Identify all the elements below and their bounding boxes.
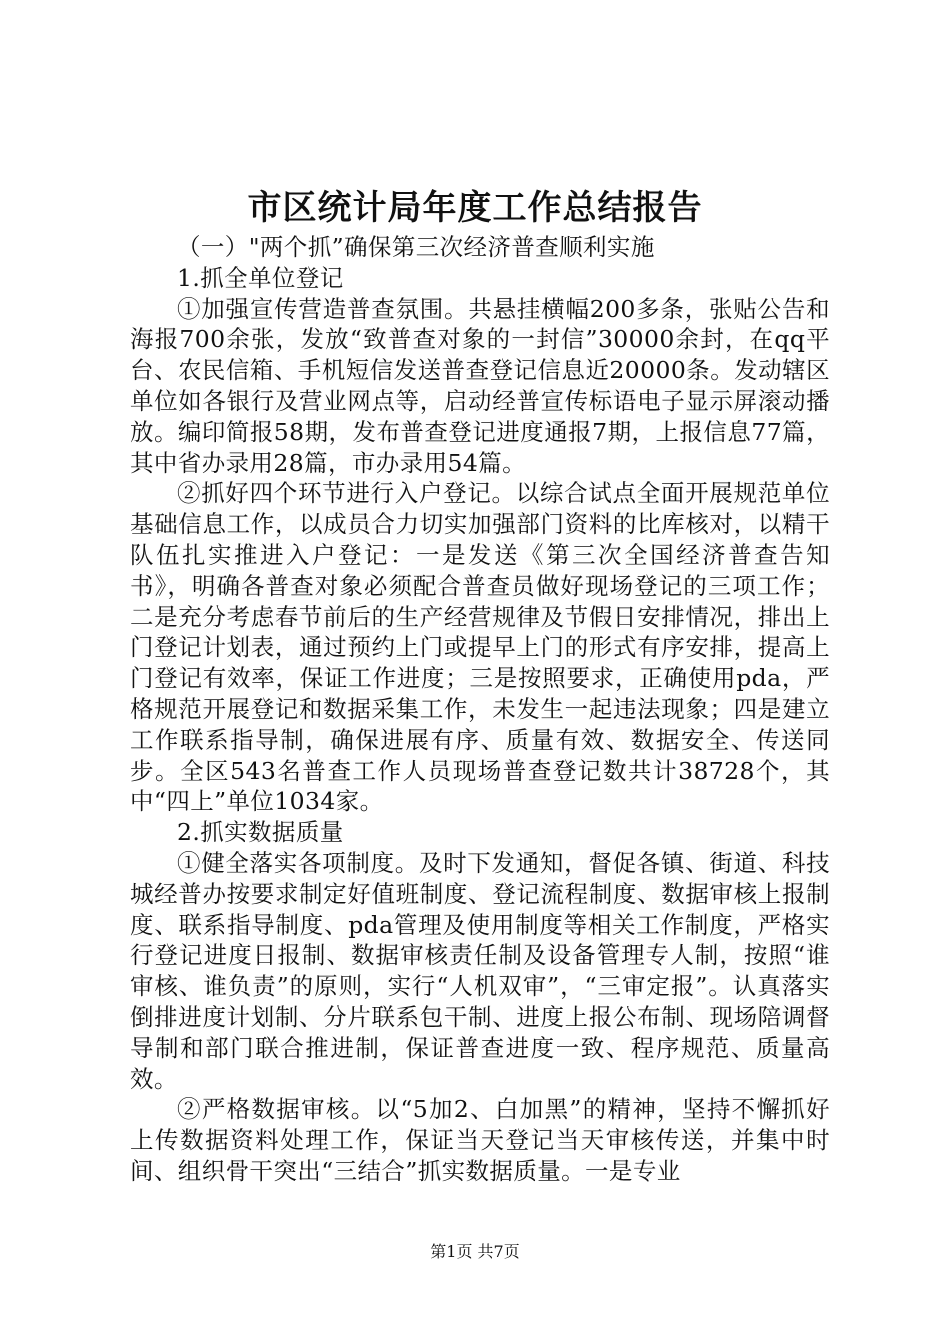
body-paragraph: ②抓好四个环节进行入户登记。以综合试点全面开展规范单位基础信息工作，以成员合力切实加强部门资料的比库核对，以精干队伍扎实推进入户登记：一是发送《第三次全国经济普查告知书》，明确各普查对象必须配合普查员做好现场登记的三项工作；二是充分考虑春节前后的生产经营规律及节假日安排情况，排出上门登记计划表，通过预约上门或提早上门的形式有序安排，提高上门登记有效率，保证工作进度；三是按照要求，正确使用pda，严格规范开展登记和数据采集工作，未发生一起违法现象；四是建立工作联系指导制，确保进展有序、质量有效、数据安全、传送同步。全区543名普查工作人员现场普查登记数共计38728个，其中“四上”单位1034家。	[130, 479, 830, 816]
body-paragraph: ①加强宣传营造普查氛围。共悬挂横幅200多条，张贴公告和海报700余张，发放“致普查对象的一封信”30000余封，在qq平台、农民信箱、手机短信发送普查登记信息近20000条。发动辖区单位如各银行及营业网点等，启动经普宣传标语电子显示屏滚动播放。编印简报58期，发布普查登记进度通报7期，上报信息77篇，其中省办录用28篇，市办录用54篇。	[130, 294, 830, 477]
document-title: 市区统计局年度工作总结报告	[247, 188, 703, 228]
subsection-heading: 2.抓实数据质量	[177, 818, 344, 847]
document-body	[130, 232, 830, 1187]
subsection-heading: 1.抓全单位登记	[177, 263, 344, 292]
body-paragraph: ②严格数据审核。以“5加2、白加黑”的精神，坚持不懈抓好上传数据资料处理工作，保证当天登记当天审核传送，并集中时间、组织骨干突出“三结合”抓实数据质量。一是专业	[130, 1095, 830, 1185]
page-footer: 第1页 共7页	[430, 1242, 520, 1261]
body-paragraph: ①健全落实各项制度。及时下发通知，督促各镇、街道、科技城经普办按要求制定好值班制度、登记流程制度、数据审核上报制度、联系指导制度、pda管理及使用制度等相关工作制度，严格实行登记进度日报制、数据审核责任制及设备管理专人制，按照“谁审核、谁负责”的原则，实行“人机双审”，“三审定报”。认真落实倒排进度计划制、分片联系包干制、进度上报公布制、现场陪调督导制和部门联合推进制，保证普查进度一致、程序规范、质量高效。	[130, 848, 830, 1093]
section-heading: （一）"两个抓”确保第三次经济普查顺利实施	[177, 233, 655, 261]
